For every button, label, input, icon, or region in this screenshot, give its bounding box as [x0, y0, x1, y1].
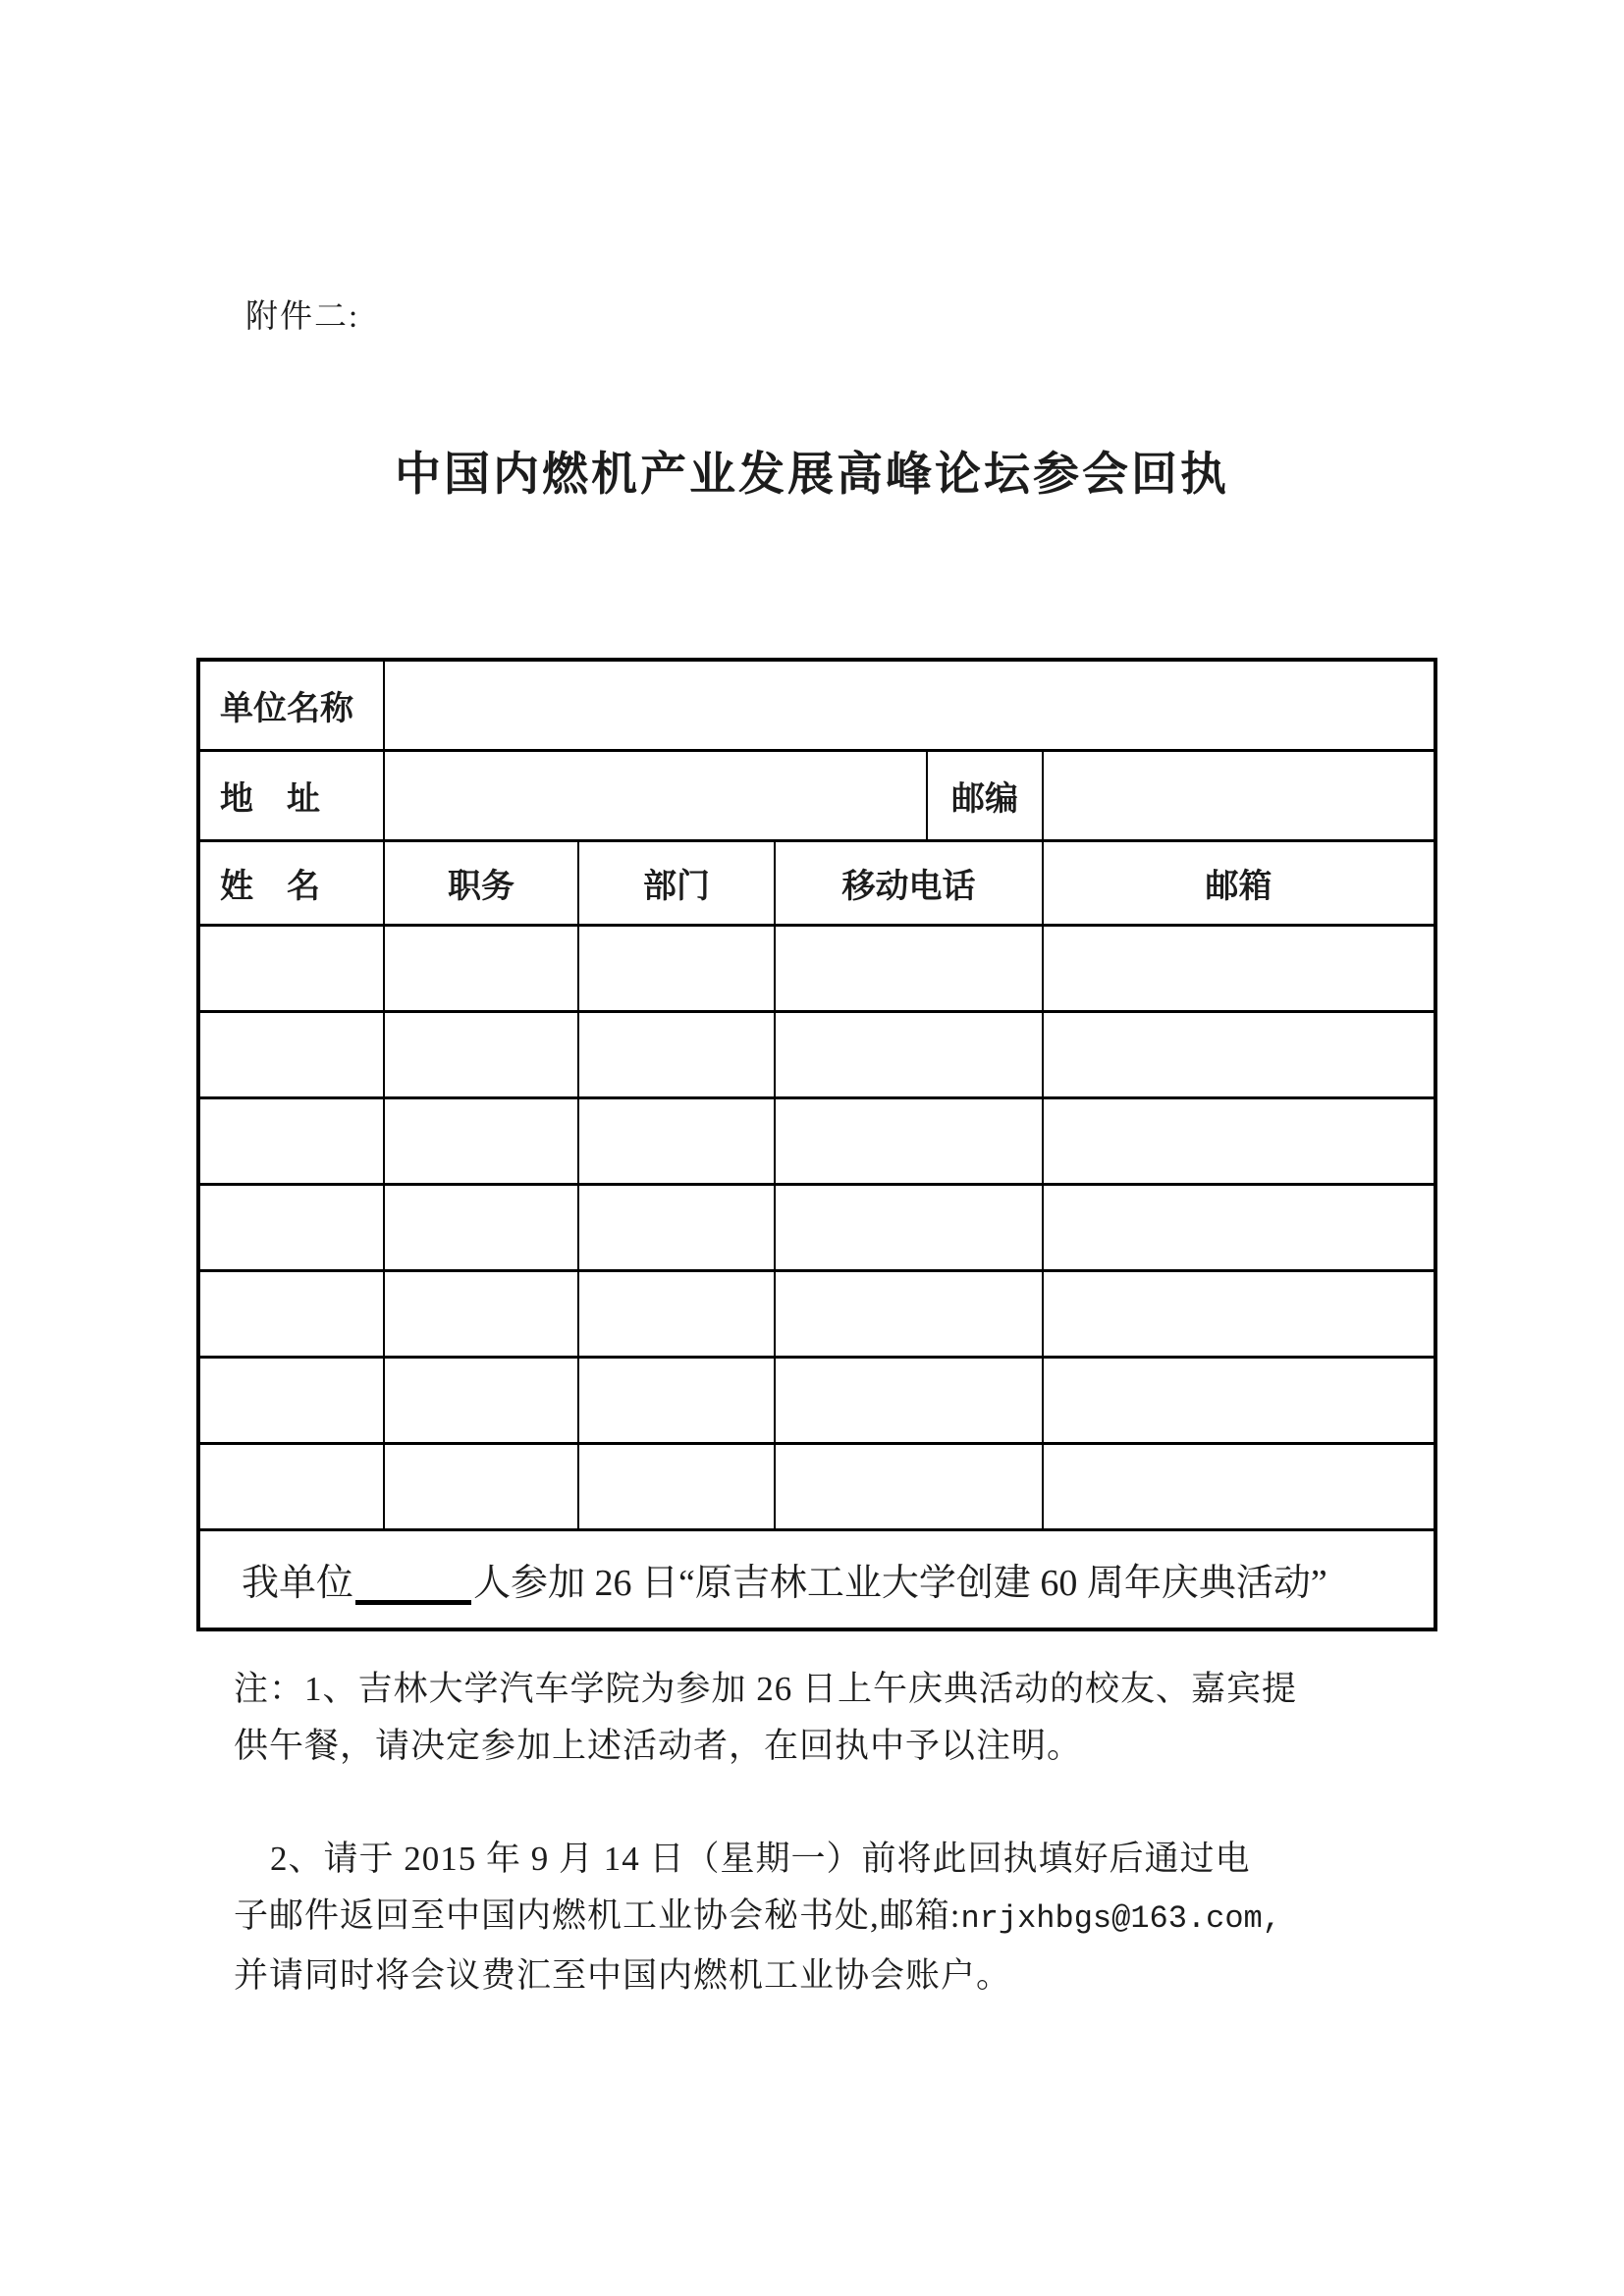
- table-cell: [775, 1011, 1043, 1097]
- table-cell: [198, 1357, 384, 1443]
- email-address: nrjxhbgs@163.com: [960, 1900, 1263, 1937]
- table-cell: [775, 1270, 1043, 1357]
- table-cell: [1043, 1443, 1435, 1529]
- name-column-header: 姓 名: [198, 840, 384, 925]
- table-cell: [1043, 1357, 1435, 1443]
- postal-code-label: 邮编: [927, 750, 1043, 840]
- note-2: [234, 1831, 1510, 2004]
- table-cell: [578, 1443, 775, 1529]
- department-column-header: 部门: [578, 840, 775, 925]
- table-cell: [775, 1097, 1043, 1184]
- table-cell: [1043, 1097, 1435, 1184]
- registration-form-table: [196, 658, 1437, 1631]
- table-cell: [384, 925, 578, 1011]
- email-column-header: 邮箱: [1043, 840, 1435, 925]
- address-field: [384, 750, 927, 840]
- empty-data-row: [198, 1443, 1435, 1529]
- table-cell: [198, 925, 384, 1011]
- table-cell: [384, 1097, 578, 1184]
- table-cell: [198, 1184, 384, 1270]
- address-label: 地 址: [198, 750, 384, 840]
- table-cell: [198, 1097, 384, 1184]
- table-cell: [578, 1184, 775, 1270]
- table-cell: [1043, 1184, 1435, 1270]
- empty-data-row: [198, 1270, 1435, 1357]
- table-header-row: [198, 840, 1435, 925]
- unit-name-row: [198, 660, 1435, 750]
- table-cell: [198, 1443, 384, 1529]
- note-2-line-1: 2、请于 2015 年 9 月 14 日（星期一）前将此回执填好后通过电: [270, 1840, 1251, 1878]
- table-cell: [775, 1443, 1043, 1529]
- empty-data-row: [198, 1097, 1435, 1184]
- table-cell: [384, 1357, 578, 1443]
- attendance-blank-line: [355, 1566, 471, 1605]
- note-1-line-2: 供午餐，请决定参加上述活动者，在回执中予以注明。: [234, 1727, 1083, 1765]
- position-column-header: 职务: [384, 840, 578, 925]
- empty-data-row: [198, 1011, 1435, 1097]
- attendance-text-prefix: 我单位: [242, 1563, 354, 1605]
- table-cell: [775, 1357, 1043, 1443]
- table-cell: [775, 1184, 1043, 1270]
- document-title: 中国内燃机产业发展高峰论坛参会回执: [395, 450, 1229, 501]
- table-cell: [578, 1357, 775, 1443]
- note-2-line-2-trailing-comma: ,: [1262, 1900, 1281, 1937]
- attachment-label: 附件二:: [245, 299, 360, 335]
- note-2-line-2-text: 子邮件返回至中国内燃机工业协会秘书处,邮箱:: [234, 1896, 961, 1935]
- table-cell: [384, 1270, 578, 1357]
- note-1-line-1: 注：1、吉林大学汽车学院为参加 26 日上午庆典活动的校友、嘉宾提: [234, 1670, 1298, 1708]
- empty-data-row: [198, 1357, 1435, 1443]
- table-cell: [578, 1270, 775, 1357]
- postal-code-field: [1043, 750, 1435, 840]
- table-cell: [578, 925, 775, 1011]
- empty-data-row: [198, 925, 1435, 1011]
- address-row: [198, 750, 1435, 840]
- unit-name-label: 单位名称: [198, 660, 384, 750]
- attendance-text-suffix: 人参加 26 日“原吉林工业大学创建 60 周年庆典活动”: [473, 1563, 1327, 1605]
- mobile-column-header: 移动电话: [775, 840, 1043, 925]
- table-cell: [1043, 925, 1435, 1011]
- table-cell: [578, 1097, 775, 1184]
- table-cell: [1043, 1270, 1435, 1357]
- table-cell: [198, 1270, 384, 1357]
- empty-data-row: [198, 1184, 1435, 1270]
- table-cell: [775, 925, 1043, 1011]
- table-cell: [578, 1011, 775, 1097]
- table-cell: [1043, 1011, 1435, 1097]
- notes-section: [234, 1661, 1510, 2004]
- table-cell: [384, 1011, 578, 1097]
- note-2-line-3: 并请同时将会议费汇至中国内燃机工业协会账户。: [234, 1956, 1012, 1995]
- table-cell: [384, 1443, 578, 1529]
- table-cell: [198, 1011, 384, 1097]
- table-cell: [384, 1184, 578, 1270]
- note-2-line-2: [234, 1888, 1510, 1948]
- note-1: [234, 1661, 1510, 1775]
- attendance-row: [198, 1529, 1435, 1629]
- unit-name-field: [384, 660, 1435, 750]
- attendance-cell: [198, 1529, 1435, 1629]
